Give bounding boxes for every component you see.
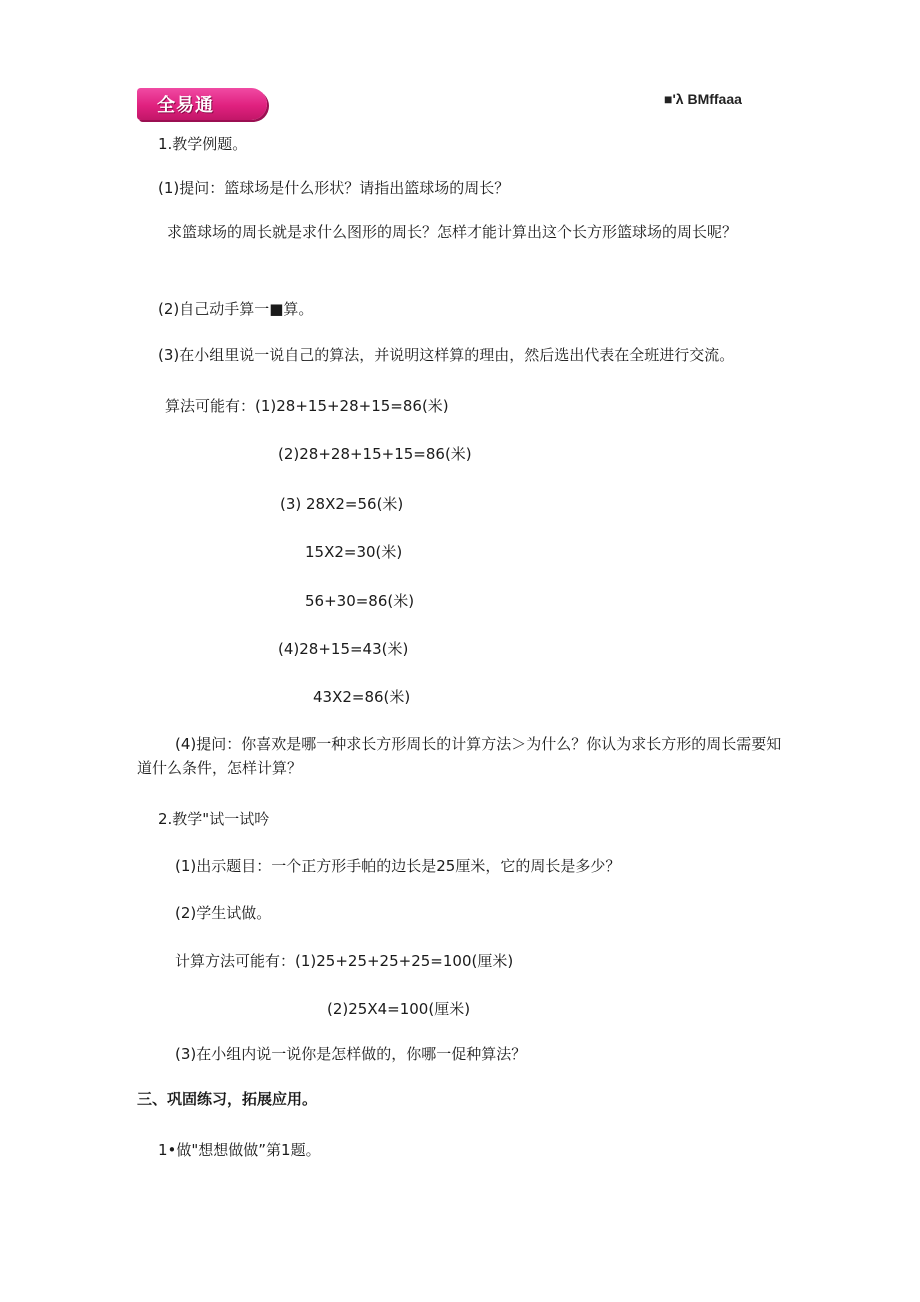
practice-1: 1•做"想想做做”第1题。 xyxy=(158,1141,321,1159)
step-3: (3)在小组里说一说自己的算法，并说明这样算的理由，然后选出代表在全班进行交流。 xyxy=(158,346,735,364)
logo xyxy=(137,88,267,120)
method-3b: 15X2=30(米) xyxy=(305,543,403,561)
section-heading-1: 1.教学例题。 xyxy=(158,135,248,153)
method-4b: 43X2=86(米) xyxy=(313,688,411,706)
section-heading-2: 2.教学"试一试吟 xyxy=(158,810,270,828)
question-4: (4)提问：你喜欢是哪一种求长方形周长的计算方法＞为什么？你认为求长方形的周长需要知道什么条件，怎样计算？ xyxy=(137,735,782,777)
header-right-text: ■'λ BMffaaa xyxy=(664,91,742,107)
method-3a: (3) 28X2=56(米) xyxy=(280,495,404,513)
logo-text: 全易通 xyxy=(157,95,214,116)
calc-method-2: (2)25X4=100(厘米) xyxy=(327,1000,471,1018)
calc-method-1: 计算方法可能有：(1)25+25+25+25=100(厘米) xyxy=(175,952,514,970)
method-2: (2)28+28+15+15=86(米) xyxy=(278,445,472,463)
exercise-2: (2)学生试做。 xyxy=(175,904,272,922)
paragraph-perimeter: 求篮球场的周长就是求什么图形的周长？怎样才能计算出这个长方形篮球场的周长呢？ xyxy=(167,223,738,241)
exercise-1: (1)出示题目：一个正方形手帕的边长是25厘米，它的周长是多少？ xyxy=(175,857,621,875)
exercise-3: (3)在小组内说一说你是怎样做的，你哪一促种算法？ xyxy=(175,1045,527,1063)
section-heading-3: 三、巩固练习，拓展应用。 xyxy=(137,1090,318,1108)
step-2: (2)自己动手算一■算。 xyxy=(158,300,314,318)
question-1: (1)提问：篮球场是什么形状？请指出篮球场的周长？ xyxy=(158,179,510,197)
method-1: 算法可能有：(1)28+15+28+15=86(米) xyxy=(165,397,449,415)
method-4a: (4)28+15=43(米) xyxy=(278,640,409,658)
method-3c: 56+30=86(米) xyxy=(305,592,415,610)
